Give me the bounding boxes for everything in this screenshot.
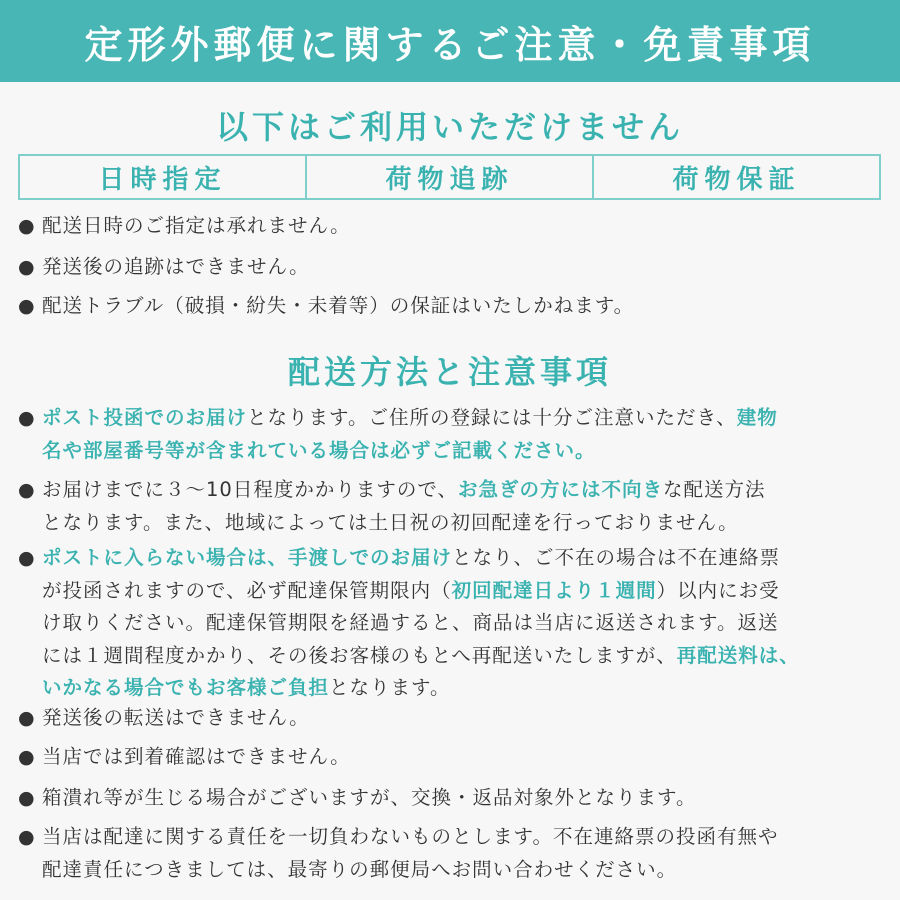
list-item: [18, 542, 888, 705]
table-cell-insurance: 荷物保証: [592, 156, 879, 198]
list-item-text: となります。ご住所の登録には十分ご注意いただき、: [247, 406, 737, 429]
list-item-text: 発送後の転送はできません。: [42, 706, 310, 729]
list-item: [18, 290, 888, 323]
list-item-text: 配送トラブル（破損・紛失・未着等）の保証はいたしかねます。: [42, 294, 635, 317]
highlighted-text: いかなる場合でもお客様ご負担: [42, 676, 330, 699]
list-item-text: 当店は配達に関する責任を一切負わないものとします。不在連絡票の投函有無や: [42, 825, 779, 848]
list-item: [18, 474, 888, 539]
section-title-shipping: 配送方法と注意事項: [287, 353, 612, 391]
list-item: [18, 702, 888, 735]
list-item-line: [42, 702, 888, 735]
list-item-line: [42, 672, 888, 705]
highlighted-text: 名や部屋番号等が含まれている場合は必ずご記載ください。: [42, 438, 596, 462]
list-item-line: [42, 575, 888, 608]
list-item-text: となります。: [329, 676, 451, 699]
bullet-icon: ●: [18, 479, 36, 501]
list-item-text: となります。また、地域によっては土日祝の初回配達を行っておりません。: [42, 510, 739, 534]
list-item: [18, 210, 888, 243]
list-item-text: には１週間程度かかり、その後お客様のもとへ再配送いたしますが、: [42, 643, 677, 667]
list-item: [18, 402, 888, 467]
bullet-icon: ●: [18, 295, 36, 317]
bullet-icon: ●: [18, 407, 36, 429]
highlighted-text: お急ぎの方には不向き: [457, 478, 663, 501]
list-item-line: [42, 507, 888, 540]
bullet-icon: ●: [18, 826, 36, 848]
table-cell-date-time: 日時指定: [98, 164, 227, 195]
list-item-line: [42, 435, 888, 468]
list-item: [18, 782, 888, 815]
list-item-text: 配達責任につきましては、最寄りの郵便局へお問い合わせください。: [42, 857, 678, 881]
list-item-text: け取りください。配達保管期限を経過すると、商品は当店に返送されます。返送: [42, 611, 779, 634]
bullet-icon: ●: [18, 215, 36, 237]
list-item: [18, 741, 888, 774]
bullet-icon: ●: [18, 547, 36, 569]
list-item-text: 箱潰れ等が生じる場合がございますが、交換・返品対象外となります。: [42, 786, 697, 809]
list-item-text: な配送方法: [662, 478, 766, 501]
list-item: [18, 251, 888, 284]
list-item-text: 発送後の追跡はできません。: [42, 255, 310, 278]
page-title: 定形外郵便に関するご注意・免責事項: [0, 0, 900, 82]
list-item-line: [42, 741, 888, 774]
highlighted-text: 再配送料は、: [676, 643, 800, 667]
list-item: [18, 821, 888, 886]
highlighted-text: 建物: [736, 406, 778, 429]
list-item-line: [42, 474, 888, 507]
list-item-text: ）以内にお受: [656, 578, 780, 602]
table-cell-tracking: 荷物追跡: [305, 156, 592, 198]
unavailable-services-table: [18, 154, 881, 200]
highlighted-text: 初回配達日より１週間: [451, 578, 657, 602]
list-item-line: [42, 821, 888, 854]
highlighted-text: ポストに入らない場合は、手渡しでのお届け: [42, 546, 453, 569]
list-item-line: [42, 640, 888, 673]
bullet-icon: ●: [18, 256, 36, 278]
list-item-line: [42, 402, 888, 435]
list-item-line: [42, 782, 888, 815]
bullet-icon: ●: [18, 787, 36, 809]
section-title-unavailable: 以下はご利用いただけません: [215, 108, 684, 146]
list-item-text: となり、ご不在の場合は不在連絡票: [452, 546, 781, 569]
highlighted-text: ポスト投函でのお届け: [42, 406, 248, 429]
list-item-line: [42, 542, 888, 575]
bullet-icon: ●: [18, 707, 36, 729]
list-item-line: [42, 607, 888, 640]
list-item-line: [42, 854, 888, 887]
list-item-text: 配送日時のご指定は承れません。: [42, 214, 351, 237]
bullet-icon: ●: [18, 746, 36, 768]
list-item-text: 当店では到着確認はできません。: [42, 745, 351, 768]
list-item-text: が投函されますので、必ず配達保管期限内（: [42, 578, 452, 602]
list-item-text: お届けまでに３～10日程度かかりますので、: [42, 478, 458, 501]
